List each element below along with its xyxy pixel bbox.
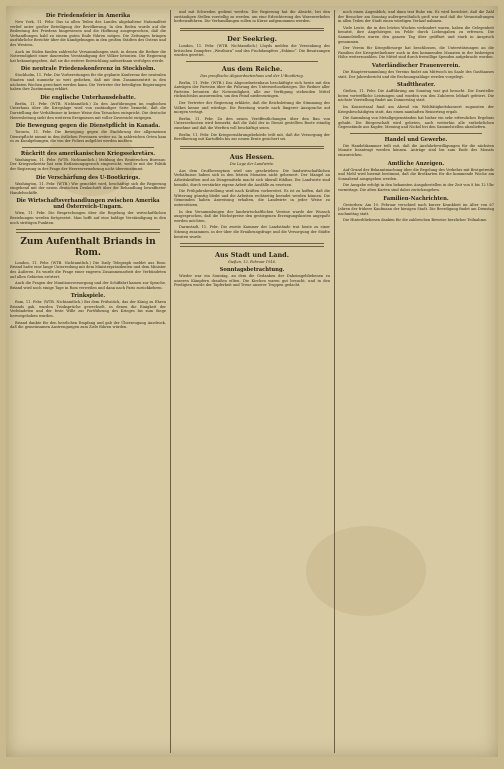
divider <box>16 229 160 233</box>
subheadline: Die Lage der Landwirte. <box>229 162 275 167</box>
headline-large: Zum Aufenthalt Briands in Rom. <box>20 236 156 258</box>
paragraph: Der Vertreter der Regierung erklärte, daß die Reichsleitung die Stimmung des Volkes kenne und würdige. Die Beratung wurde nach längerer Aussprache auf morgen vertagt. <box>174 101 330 115</box>
paragraph: Die Hinterbliebenen danken für die zahlreichen Beweise herzlicher Teilnahme. <box>343 218 488 223</box>
paragraph: Viele Leute, die in den letzten Wochen verhindert waren, haben die Gelegenheit benutzt, ihre Angehörigen im Felde durch Liebesgaben zu erfreuen. Die Sammelstellen waren den ganzen Tag über geöffnet und stark in Anspruch genommen. <box>338 25 494 44</box>
paragraph: Gießen, 11. Febr. Die Aufführung am Sonntag war gut besucht. Die Darsteller boten vortreffliche Leistungen und wurden von den Zuhörern lebhaft gefeiert. Die nächste Vorstellung findet am Donnerstag statt. <box>338 89 494 103</box>
headline: Handel und Gewerbe. <box>384 136 448 143</box>
paragraph: Washington, 11. Febr. (WTB.) Wie gemeldet wird, beschäftigt sich die Regierung eingehend mit der neuen deutschen Denkschrift über die Behandlung bewaffneter Handelsschiffe. <box>10 181 166 195</box>
headline: Amtliche Anzeigen. <box>387 160 445 167</box>
paragraph: Aus dem Großherzogtum wird uns geschrieben: Die landwirtschaftlichen Verhältnisse haben sich in den letzten Monaten nicht gebessert. Der Mangel an Arbeitskräften und an Düngemitteln macht sich überall fühlbar. Die Landwirte sind bemüht, durch verstärkte eigene Arbeit die Ausfälle zu ersetzen. <box>174 168 330 187</box>
headline: Rückritt des amerikanischen Kriegssekretärs. <box>20 150 156 157</box>
headline: Die Verschärfung des U-Bootkriegs. <box>35 174 141 181</box>
column-rule <box>170 10 171 753</box>
paragraph: Briand dankte für den herzlichen Empfang und gab der Überzeugung Ausdruck, daß die gemeinsamen Anstrengungen zum Ziele führen würden. <box>10 320 166 330</box>
paragraph: Wieder war ein Sonntag, an dem die Gedanken der Daheimgebliebenen zu unseren Kämpfern draußen eilten. Die Kirchen waren gut besucht, und in den Predigten wurde der Tapferkeit und Treue unserer Truppen gedacht. <box>174 274 330 288</box>
paragraph: Auf Grund der Bekanntmachung über die Regelung des Verkehrs mit Brotgetreide und Mehl wird hiermit bestimmt, daß die Brotkarten für die kommende Woche am Sonnabend ausgegeben werden. <box>338 167 494 181</box>
paragraph: Die Handelskammer teilt mit, daß die Ausfuhrbewilligungen für die nächsten Monate beantragt werden können. Anträge sind bis zum Ende des Monats einzureichen. <box>338 143 494 158</box>
headline: Die Bewegung gegen die Dienstpflicht in Kanada. <box>15 123 161 130</box>
paragraph: New York, 11. Febr. Das in allen Teilen des Landes abgehaltene Nationalfest verlief unter großer Beteiligung der Bevölkerung. In den Reden wurde auf die Bedeutung des Friedens hingewiesen und die Hoffnung ausgesprochen, daß die Verhandlungen bald zu einem guten Ende führen mögen. Die Zeitungen bringen ausführliche Berichte über die Kundgebungen in den großen Städten des Ostens und des Westens. <box>10 20 166 47</box>
newspaper-page <box>6 6 498 757</box>
headline-medium: Der Seekrieg. <box>227 35 277 44</box>
headline: Stadttheater. <box>396 82 436 89</box>
headline: Die englische Unterhausdebatte. <box>40 94 136 101</box>
dateline: Gießen, 12. Februar 1916. <box>227 259 277 264</box>
column-rule <box>334 10 335 753</box>
paragraph: Rom, 11. Febr. (WTB. Nichtamtlich.) Bei dem Frühstück, das der König zu Ehren Briands gab, wurden Trinksprüche gewechselt, in denen die Einigkeit der Verbündeten und der feste Wille zur Fortführung des Krieges bis zum Siege hervorgehoben wurden. <box>10 300 166 319</box>
paragraph: Wien, 11. Febr. Die Besprechungen über die Regelung der wirtschaftlichen Beziehungen werden fortgesetzt. Man hofft auf eine baldige Verständigung in den noch strittigen Punkten. <box>10 211 166 225</box>
divider <box>180 28 324 32</box>
headline-medium: Aus Hessen. <box>229 153 275 162</box>
column-1 <box>10 10 166 753</box>
paragraph: Die Frühjahrsbestellung wird nach Kräften vorbereitet. Es ist zu hoffen, daß die Witterung günstig bleibt und die Arbeiten rechtzeitig beendet werden können. Die Gemeinden haben Anweisung erhalten, die Landwirte in jeder Weise zu unterstützen. <box>174 189 330 208</box>
column-3 <box>338 10 494 753</box>
paragraph: London, 11. Febr. (WTB. Nichtamtlich.) Lloyds melden die Versenkung des britischen Dampfers „Westburn“ und des Fischdampfers „Eskimo“. Die Besatzungen wurden gerettet. <box>174 44 330 58</box>
divider <box>180 243 324 247</box>
paragraph: London, 11. Febr. (WTB. Nichtamtlich.) Die Daily Telegraph meldet aus Rom: Briand hatte eine lange Unterredung mit dem Ministerpräsidenten und dem Minister des Äußeren. Es wurde die Frage einer engeren Zusammenarbeit der Verbündeten auf allen Gebieten erörtert. <box>10 260 166 279</box>
subheadline: Das preußische Abgeordnetenhaus und der U-Bootkrieg. <box>200 74 304 79</box>
headline-medium: Aus dem Reiche. <box>221 65 283 74</box>
headline-medium: Aus Stadt und Land. <box>215 250 289 259</box>
paragraph: Berlin, 11. Febr. (WTB.) Das Abgeordnetenhaus beschäftigte sich heute mit den Anträgen der Parteien über die Führung des Unterseebootkrieges. Die Redner aller Parteien betonten die Notwendigkeit, alle zur Verfügung stehenden Mittel rücksichtslos anzuwenden, um den Feind niederzuringen. <box>174 80 330 99</box>
paragraph: Toronto, 11. Febr. Die Bewegung gegen die Einführung der allgemeinen Dienstpflicht nimmt in den östlichen Provinzen weiter zu. In zahlreichen Orten kam es zu Kundgebungen, die von der Polizei aufgelöst werden mußten. <box>10 130 166 144</box>
headline: Trinkspiele. <box>70 293 106 300</box>
divider <box>180 146 324 150</box>
paragraph: Der Verein für Kriegsfürsorge hat beschlossen, die Unterstützungen an die Familien der Kriegsteilnehmer auch in den kommenden Monaten in der bisherigen Höhe weiterzuzahlen. Die Mittel sind durch freiwillige Spenden aufgebracht worden. <box>338 46 494 60</box>
paragraph: Stockholm, 11. Febr. Die Vorbereitungen für die geplante Konferenz der neutralen Staaten sind nunmehr so weit gediehen, daß mit dem Zusammentritt in den nächsten Wochen gerechnet werden kann. Die Vertreter der beteiligten Regierungen haben ihre Zustimmung erklärt. <box>10 73 166 92</box>
paragraph: Auch im Süden fanden zahlreiche Versammlungen statt, in denen die Redner die Notwendigkeit einer dauernden Verständigung der Völker betonten. Die Regierung hat bekanntgegeben, daß sie die weitere Entwicklung aufmerksam verfolgen werde. <box>10 49 166 63</box>
headline: Die Wirtschaftsverhandlungen zwischen Amerika und Österreich-Ungarn. <box>16 198 160 211</box>
paragraph: Die Ausgabe erfolgt in den bekannten Ausgabestellen in der Zeit von 8 bis 12 Uhr vormittags. Die alten Karten sind dabei zurückzugeben. <box>338 183 494 193</box>
headline: Die Friedensfeier in Amerika <box>45 13 131 19</box>
headline: Familien-Nachrichten. <box>383 195 449 202</box>
paragraph: Gestorben: Am 10. Februar verschied nach kurzer Krankheit im Alter von 67 Jahren der frühere Kaufmann der hiesigen Stadt. Die Beerdigung findet am Dienstag nachmittag statt. <box>338 202 494 216</box>
headline: Vaterländischer Frauenverein. <box>371 62 461 69</box>
divider <box>350 133 482 134</box>
column-2 <box>174 10 330 753</box>
paragraph: Im Konzertsaal fand am Abend ein Wohltätigkeitskonzert zugunsten der Kriegsbeschädigten statt, das einen namhaften Reinertrag ergab. <box>338 104 494 114</box>
divider <box>186 61 318 62</box>
paragraph: Berlin, 11. Febr. (WTB. Nichtamtlich.) Zu den Ausführungen im englischen Unterhaus über die Kriegslage wird von zuständiger Seite bemerkt, daß die Darstellung der Verhältnisse in keiner Weise den Tatsachen entspricht. Die deutsche Heeresleitung sieht den weiteren Ereignissen mit voller Zuversicht entgegen. <box>10 101 166 120</box>
headline: Sonntagsbetrachtung. <box>219 267 285 274</box>
headline: Die neutrale Friedenskonferenz in Stockholm. <box>20 66 156 73</box>
paragraph: Die Hauptversammlung des Vereins findet am Mittwoch im Saale des Gasthauses statt. Der Jahresbericht und die Rechnungsablage werden vorgelegt. <box>338 69 494 79</box>
divider <box>22 147 154 148</box>
paragraph: Berlin, 11. Febr. Die Kriegsernährungsbehörde teilt mit, daß die Versorgung der Bevölkerung mit Kartoffeln bis zur neuen Ernte gesichert sei. <box>174 132 330 142</box>
paragraph: Washington, 11. Febr. (WTB. Nichtamtlich.) Meldung des Reuterschen Bureaus: Der Kriegssekretär hat sein Entlassungsgesuch eingereicht, weil er mit der Politik der Regierung in der Frage der Heeresvermehrung nicht übereinstimmt. <box>10 157 166 172</box>
paragraph: Darmstadt, 11. Febr. Die zweite Kammer der Landstände trat heute zu einer Sitzung zusammen, in der über die Ernährungsfrage und die Versorgung der Städte beraten wurde. <box>174 225 330 239</box>
paragraph: Auch die Fragen der Munitionsversorgung und der Schiffahrt kamen zur Sprache. Briand wird noch einige Tage in Rom verweilen und dann nach Paris zurückkehren. <box>10 281 166 290</box>
paragraph: Berlin, 11. Febr. Zu den neuen Veröffentlichungen über den Bau von Unterseebooten wird bemerkt, daß die Zahl der in Dienst gestellten Boote ständig zunehme und daß die Werften voll beschäftigt seien. <box>174 116 330 130</box>
paragraph: und mit Schweden gedient werden. Die Regierung hat die Absicht, bei den zuständigen Stellen vorstellig zu werden, um eine Erleichterung des Warenverkehrs herbeizuführen. Die Verhandlungen sollen in Kürze aufgenommen werden. <box>174 10 330 24</box>
paragraph: noch einen Augenblick, und dann trat Ruhe ein. Es wird berichtet, daß die Zahl der Besucher am Sonntag außergewöhnlich groß war und daß die Veranstaltungen in allen Teilen der Stadt einen würdigen Verlauf nahmen. <box>338 10 494 24</box>
paragraph: Die Sammlung von Metallgegenständen hat bisher ein sehr erfreuliches Ergebnis gehabt. Die Bürgerschaft wird gebeten, auch weiterhin alle entbehrlichen Gegenstände aus Kupfer, Messing und Nickel bei den Sammelstellen abzuliefern. <box>338 116 494 130</box>
paragraph: In den Versammlungen der landwirtschaftlichen Vereine wurde der Wunsch ausgesprochen, daß die Höchstpreise den gestiegenen Erzeugungskosten angepaßt werden möchten. <box>174 209 330 223</box>
